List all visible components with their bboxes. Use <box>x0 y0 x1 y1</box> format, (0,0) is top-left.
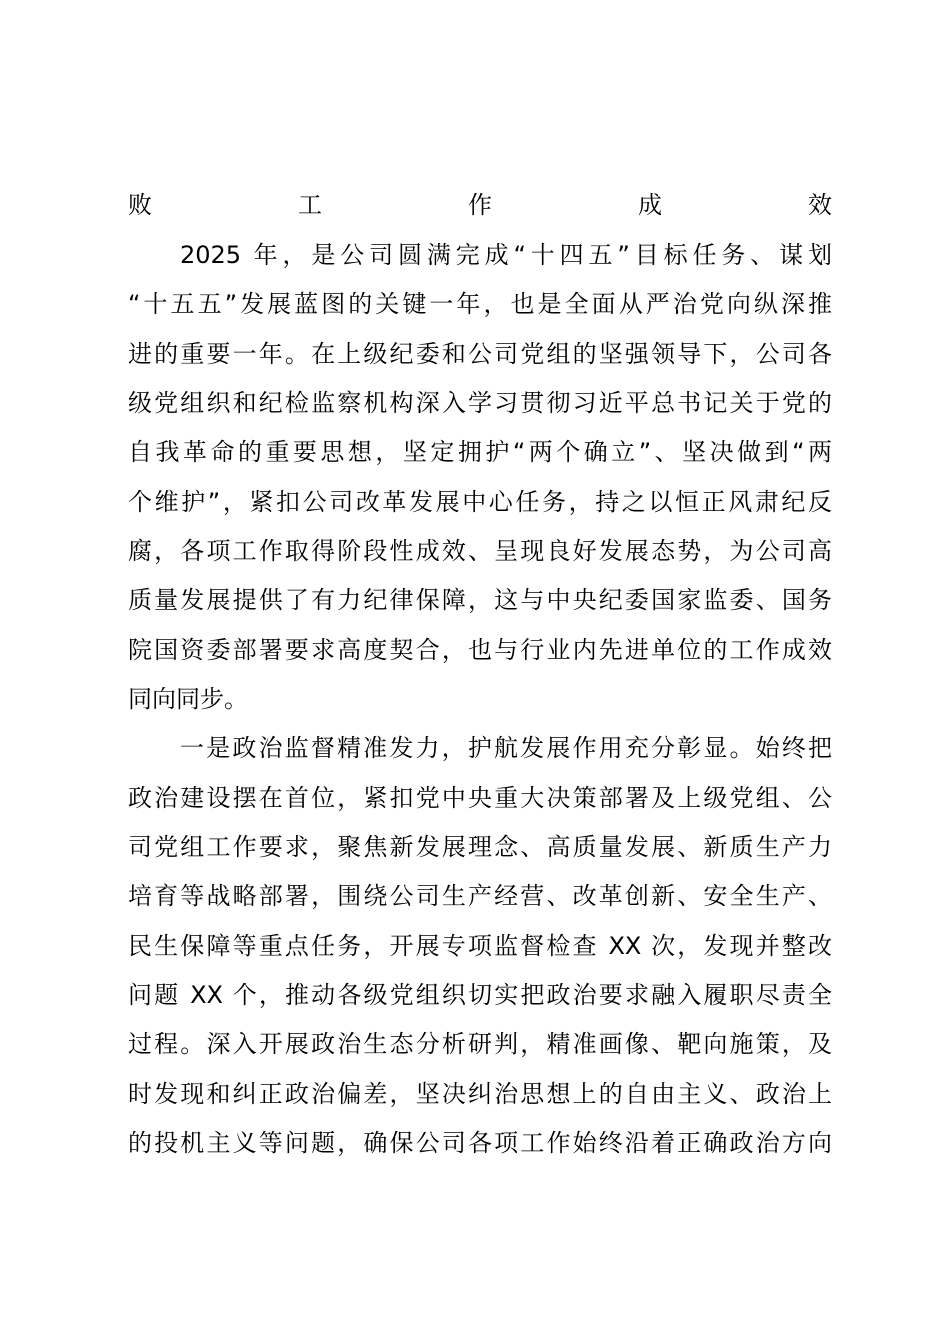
paragraph-2-line: 时发现和纠正政治偏差，坚决纠治思想上的自由主义、政治上 <box>128 1080 832 1108</box>
paragraph-1-line: 个维护”，紧扣公司改革发展中心任务，持之以恒正风肃纪反 <box>128 488 832 516</box>
paragraph-2-line: 政治建设摆在首位，紧扣党中央重大决策部署及上级党组、公 <box>128 784 832 812</box>
paragraph-1-last-line: 同向同步。 <box>128 685 248 713</box>
paragraph-1-line: 院国资委部署要求高度契合，也与行业内先进单位的工作成效 <box>128 636 832 664</box>
paragraph-1-line: 级党组织和纪检监察机构深入学习贯彻习近平总书记关于党的 <box>128 389 832 417</box>
paragraph-1-line: 质量发展提供了有力纪律保障，这与中央纪委国家监委、国务 <box>128 586 832 614</box>
paragraph-1-first-line: 2025 年，是公司圆满完成“十四五”目标任务、谋划 <box>180 241 832 269</box>
paragraph-1-line: 进的重要一年。在上级纪委和公司党组的坚强领导下，公司各 <box>128 340 832 368</box>
paragraph-2-line: 过程。深入开展政治生态分析研判，精准画像、靶向施策，及 <box>128 1030 832 1058</box>
text-line-continuation: 败工作成效 <box>128 191 832 219</box>
paragraph-2-line: 问题 XX 个，推动各级党组织切实把政治要求融入履职尽责全 <box>128 981 832 1009</box>
paragraph-1-line: “十五五”发展蓝图的关键一年，也是全面从严治党向纵深推 <box>128 290 832 318</box>
paragraph-1-line: 腐，各项工作取得阶段性成效、呈现良好发展态势，为公司高 <box>128 537 832 565</box>
paragraph-2-line: 的投机主义等问题，确保公司各项工作始终沿着正确政治方向 <box>128 1129 832 1157</box>
paragraph-2-line: 司党组工作要求，聚焦新发展理念、高质量发展、新质生产力 <box>128 833 832 861</box>
paragraph-2-first-line: 一是政治监督精准发力，护航发展作用充分彰显。始终把 <box>180 734 832 762</box>
paragraph-1-line: 自我革命的重要思想，坚定拥护“两个确立”、坚决做到“两 <box>128 438 832 466</box>
paragraph-2-line: 培育等战略部署，围绕公司生产经营、改革创新、安全生产、 <box>128 882 832 910</box>
paragraph-2-line: 民生保障等重点任务，开展专项监督检查 XX 次，发现并整改 <box>128 932 832 960</box>
